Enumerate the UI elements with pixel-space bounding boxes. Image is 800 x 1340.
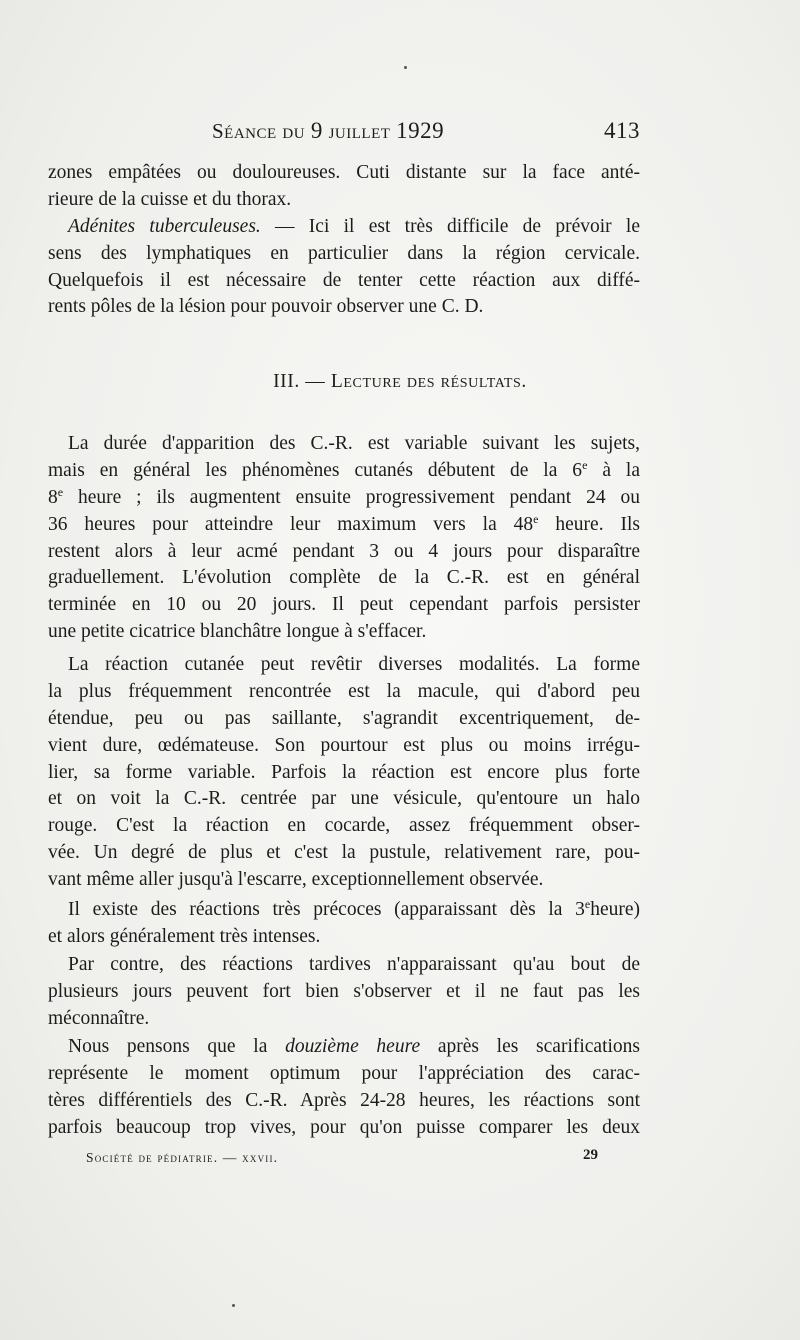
text-line: La réaction cutanée peut revêtir diverses modalités. La forme bbox=[68, 654, 640, 675]
paragraph-douzieme-heure bbox=[48, 1034, 640, 1142]
text-line: Par contre, des réactions tardives n'apparaissant qu'au bout de bbox=[68, 954, 640, 975]
speck-mark bbox=[404, 66, 407, 69]
text-fragment: 36 heures pour atteindre leur maximum vers la 48 bbox=[48, 513, 534, 535]
signature-mark: 29 bbox=[583, 1147, 598, 1163]
text-line: lier, sa forme variable. Parfois la réaction est encore plus forte bbox=[48, 761, 640, 783]
paragraph-cuti-distante bbox=[48, 160, 640, 214]
text-line: et alors généralement très intenses. bbox=[48, 925, 321, 947]
superscript: e bbox=[533, 511, 539, 526]
text-fragment: heure ; ils augmentent ensuite progressivement pendant 24 ou bbox=[63, 486, 640, 508]
text-line: terminée en 10 ou 20 jours. Il peut cependant parfois persister bbox=[48, 594, 640, 616]
text-line: rents pôles de la lésion pour pouvoir observer une C. D. bbox=[48, 296, 484, 318]
text-fragment: à la bbox=[587, 459, 640, 481]
header-title-day: 9 bbox=[310, 118, 323, 143]
speck-mark bbox=[232, 1304, 235, 1307]
section-number: III. — bbox=[273, 371, 331, 392]
header-title bbox=[212, 118, 444, 144]
italic-term: Adénites tuberculeuses. bbox=[68, 215, 261, 237]
header-title-month: juillet bbox=[322, 119, 397, 143]
section-title: Lecture des résultats. bbox=[330, 371, 527, 392]
text-line bbox=[48, 897, 640, 924]
text-line: graduellement. L'évolution complète de la C.-R. est en général bbox=[48, 567, 640, 589]
text-line bbox=[48, 214, 640, 241]
text-line: méconnaître. bbox=[48, 1007, 150, 1029]
superscript: e bbox=[57, 484, 64, 499]
text-line: rieure de la cuisse et du thorax. bbox=[48, 188, 292, 210]
text-line bbox=[48, 512, 640, 539]
text-line bbox=[48, 458, 640, 485]
text-line: vant même aller jusqu'à l'escarre, exceptionnellement observée. bbox=[48, 869, 544, 891]
section-heading bbox=[0, 371, 800, 393]
text-line: une petite cicatrice blanchâtre longue à s'effacer. bbox=[48, 621, 427, 643]
text-line: la plus fréquemment rencontrée est la macule, qui d'abord peu bbox=[48, 680, 640, 702]
text-line: rouge. C'est la réaction en cocarde, assez fréquemment obser- bbox=[48, 815, 640, 837]
text-line: La durée d'apparition des C.-R. est variable suivant les sujets, bbox=[68, 433, 640, 454]
text-fragment: heure) bbox=[590, 899, 640, 920]
italic-term: douzième heure bbox=[285, 1036, 421, 1057]
header-title-prefix: Séance du bbox=[212, 119, 311, 143]
text-fragment: Il existe des réactions très précoces (apparaissant dès la 3 bbox=[68, 899, 585, 920]
paragraph-reactions-tardives bbox=[48, 952, 640, 1033]
running-header bbox=[212, 118, 640, 152]
text-fragment: 8 bbox=[48, 486, 58, 508]
superscript: e bbox=[584, 897, 591, 911]
text-line: plusieurs jours peuvent fort bien s'observer et il ne faut pas les bbox=[48, 980, 640, 1002]
paragraph-adenites bbox=[48, 214, 640, 322]
superscript: e bbox=[582, 457, 588, 472]
text-fragment: après les scarifications bbox=[420, 1036, 641, 1057]
text-line: et on voit la C.-R. centrée par une vésicule, qu'entoure un halo bbox=[48, 788, 640, 810]
text-fragment: Nous pensons que la bbox=[68, 1036, 286, 1057]
text-line: vée. Un degré de plus et c'est la pustule, relativement rare, pou- bbox=[48, 842, 640, 864]
text-line: vient dure, œdémateuse. Son pourtour est plus ou moins irrégu- bbox=[48, 734, 640, 756]
paragraph-duree bbox=[48, 431, 640, 646]
text-line: restent alors à leur acmé pendant 3 ou 4 jours pour disparaître bbox=[48, 540, 640, 562]
text-fragment: mais en général les phénomènes cutanés débutent de la 6 bbox=[48, 459, 583, 481]
text-line bbox=[48, 1034, 640, 1061]
paragraph-reactions-precoces bbox=[48, 897, 640, 951]
page-footer bbox=[86, 1147, 598, 1172]
text-line: sens des lymphatiques en particulier dans la région cervicale. bbox=[48, 242, 640, 264]
text-line: Quelquefois il est nécessaire de tenter cette réaction aux diffé- bbox=[48, 269, 640, 291]
text-line: représente le moment optimum pour l'appréciation des carac- bbox=[48, 1062, 640, 1084]
text-line: étendue, peu ou pas saillante, s'agrandit excentriquement, de- bbox=[48, 707, 640, 729]
text-fragment: heure. Ils bbox=[538, 513, 640, 535]
text-fragment: — Ici il est très difficile de prévoir le bbox=[275, 215, 640, 237]
text-line: zones empâtées ou douloureuses. Cuti distante sur la face anté- bbox=[48, 162, 640, 183]
page-number: 413 bbox=[604, 118, 640, 143]
text-line: parfois beaucoup trop vives, pour qu'on puisse comparer les deux bbox=[48, 1116, 640, 1138]
text-line bbox=[48, 485, 640, 512]
footer-journal: Société de pédiatrie. — xxvii. bbox=[86, 1150, 279, 1165]
paragraph-reaction-cutanee bbox=[48, 652, 640, 894]
header-title-year: 1929 bbox=[396, 118, 445, 143]
text-line: tères différentiels des C.-R. Après 24-28 heures, les réactions sont bbox=[48, 1089, 640, 1111]
